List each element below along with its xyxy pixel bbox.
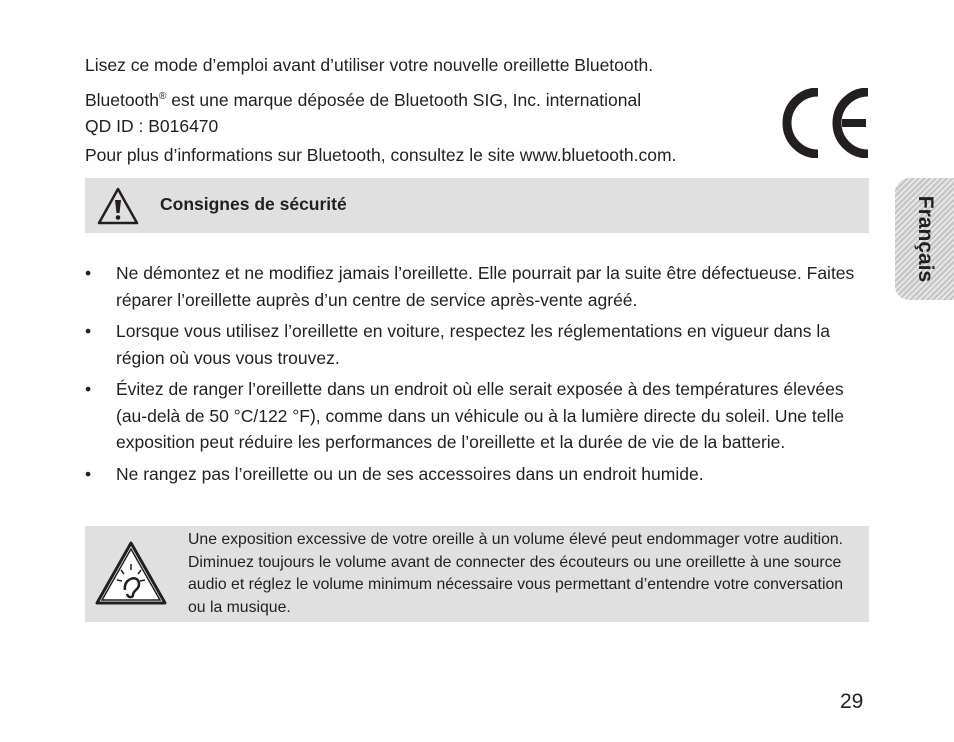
safety-title: Consignes de sécurité	[160, 194, 347, 214]
qd-id: QD ID : B016470	[85, 115, 219, 136]
safety-list	[85, 260, 875, 492]
list-item: • Évitez de ranger l’oreillette dans un endroit où elle serait exposée à des températures élevées (au-delà de 50 °C/122 °F), comme dans un véhicule ou à la lumière directe du soleil. Une telle exposition peut réduire les performances de l’oreillette et la durée de vie de la batterie.	[85, 376, 875, 456]
bluetooth-trademark	[85, 84, 755, 139]
hearing-warning-text: Une exposition excessive de votre oreille à un volume élevé peut endommager votre audition. Diminuez toujours le volume avant de connecter des écouteurs ou une oreillette à une source audio et réglez le volume minimum nécessaire vous permettant d’entendre votre conversation ou la musique.	[188, 531, 844, 616]
language-tab-label: Français	[913, 195, 937, 283]
intro-line: Lisez ce mode d’emploi avant d’utiliser votre nouvelle oreillette Bluetooth.	[85, 55, 654, 75]
list-item: • Ne rangez pas l’oreillette ou un de ses accessoires dans un endroit humide.	[85, 461, 875, 488]
safety-header	[85, 178, 869, 233]
ce-mark-icon	[780, 88, 870, 158]
trademark-text: est une marque déposée de Bluetooth SIG, Inc. international	[166, 89, 642, 110]
hearing-hazard-icon	[95, 540, 167, 606]
page-number: 29	[840, 690, 864, 713]
reg-mark: ®	[158, 91, 167, 102]
list-item: • Lorsque vous utilisez l’oreillette en voiture, respectez les réglementations en vigueur dans la région où vous vous trouvez.	[85, 318, 875, 371]
hearing-warning-box	[85, 526, 869, 622]
bt-word: Bluetooth	[85, 89, 159, 110]
language-tab	[895, 178, 954, 300]
warning-icon	[97, 186, 139, 226]
list-item: • Ne démontez et ne modifiez jamais l’oreillette. Elle pourrait par la suite être défectueuse. Faites réparer l’oreillette auprès d’un centre de service après-vente agréé.	[85, 260, 875, 313]
info-line: Pour plus d’informations sur Bluetooth, consultez le site www.bluetooth.com.	[85, 145, 677, 165]
